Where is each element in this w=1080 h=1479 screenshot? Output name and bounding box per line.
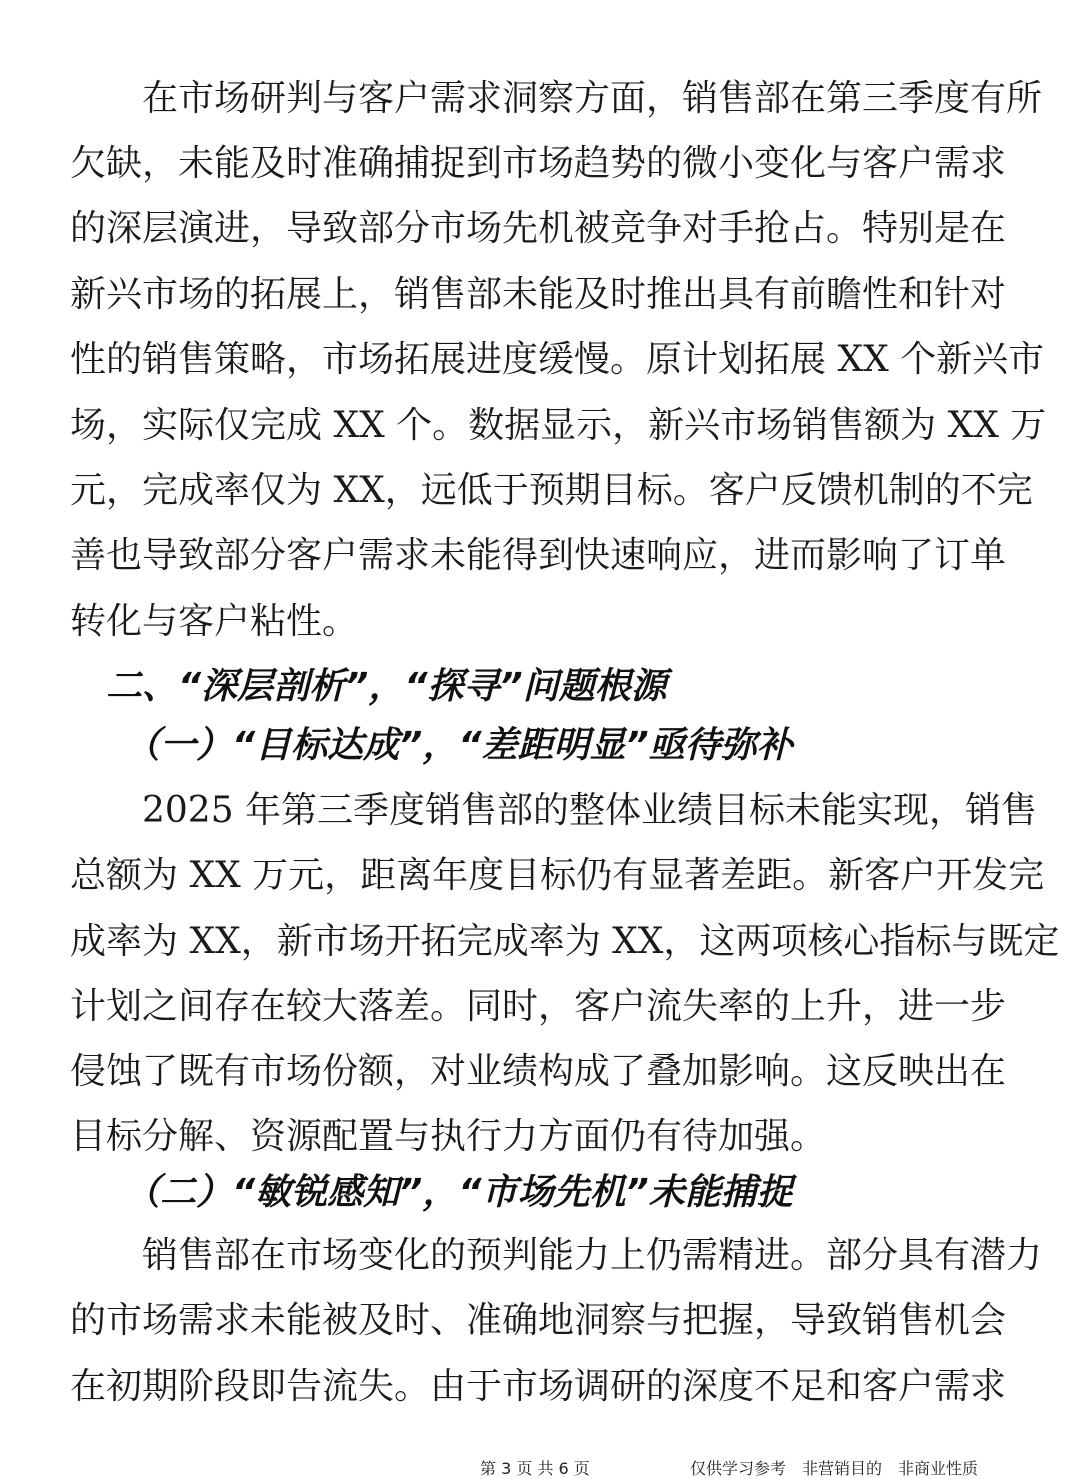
paragraph-line: 在初期阶段即告流失。由于市场调研的深度不足和客户需求 [70,1366,1007,1407]
paragraph-line: 性的销售策略，市场拓展进度缓慢。原计划拓展 XX 个新兴市 [70,339,1045,380]
paragraph-line: 在市场研判与客户需求洞察方面，销售部在第三季度有所 [70,78,1043,119]
paragraph-line: 善也导致部分客户需求未能得到快速响应，进而影响了订单 [70,535,1007,576]
section-heading: 二、“深层剖析”，“探寻”问题根源 [70,666,667,707]
paragraph-line: 2025 年第三季度销售部的整体业绩目标未能实现，销售 [70,790,1038,831]
paragraph-line: 目标分解、资源配置与执行力方面仍有待加强。 [70,1116,827,1157]
paragraph-line: 的深层演进，导致部分市场先机被竞争对手抢占。特别是在 [70,208,1007,249]
subsection-heading: （一）“目标达成”，“差距明显”亟待弥补 [70,725,793,766]
paragraph-line: 的市场需求未能被及时、准确地洞察与把握，导致销售机会 [70,1300,1007,1341]
paragraph-line: 计划之间存在较大落差。同时，客户流失率的上升，进一步 [70,986,1007,1027]
footer-disclaimer: 仅供学习参考 非营销目的 非商业性质 [690,1459,979,1478]
paragraph-line: 元，完成率仅为 XX，远低于预期目标。客户反馈机制的不完 [70,470,1033,511]
paragraph-line: 欠缺，未能及时准确捕捉到市场趋势的微小变化与客户需求 [70,143,1007,184]
paragraph-line: 成率为 XX，新市场开拓完成率为 XX，这两项核心指标与既定 [70,921,1060,962]
paragraph-line: 转化与客户粘性。 [70,601,359,642]
page-number: 第 3 页 共 6 页 [480,1459,590,1478]
paragraph-line: 场，实际仅完成 XX 个。数据显示，新兴市场销售额为 XX 万 [70,405,1047,446]
paragraph-line: 总额为 XX 万元，距离年度目标仍有显著差距。新客户开发完 [70,855,1045,896]
subsection-heading: （二）“敏锐感知”，“市场先机”未能捕捉 [70,1172,793,1213]
paragraph-line: 侵蚀了既有市场份额，对业绩构成了叠加影响。这反映出在 [70,1051,1007,1092]
paragraph-line: 新兴市场的拓展上，销售部未能及时推出具有前瞻性和针对 [70,274,1007,315]
paragraph-line: 销售部在市场变化的预判能力上仍需精进。部分具有潜力 [70,1235,1043,1276]
